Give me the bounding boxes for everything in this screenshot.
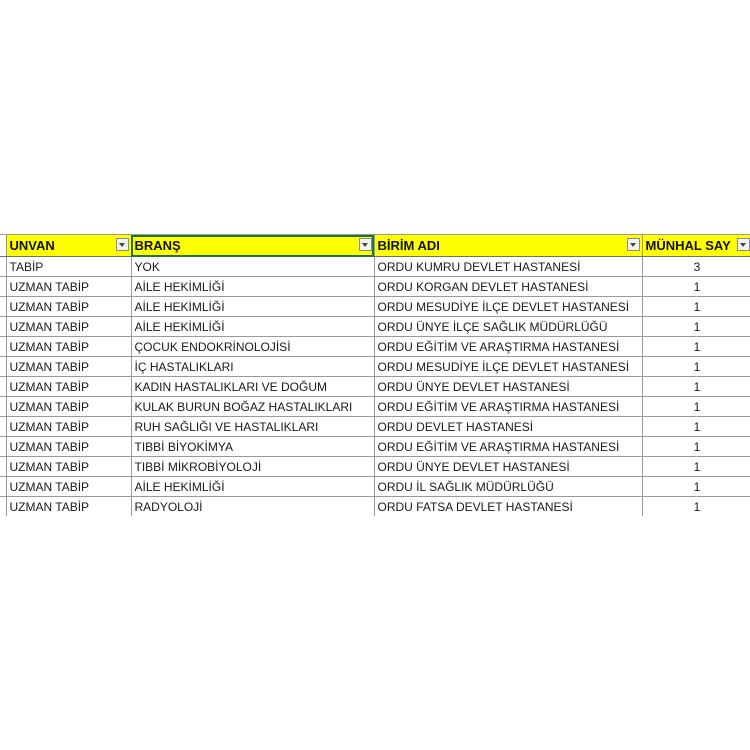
cell-unvan[interactable]: UZMAN TABİP	[6, 457, 131, 477]
cell-munhal-sayi[interactable]: 1	[642, 477, 750, 497]
cell-munhal-sayi[interactable]: 1	[642, 417, 750, 437]
cell-unvan[interactable]: UZMAN TABİP	[6, 317, 131, 337]
table-row	[0, 377, 750, 397]
cell-munhal-sayi[interactable]: 1	[642, 457, 750, 477]
cell-birim-adi[interactable]: ORDU FATSA DEVLET HASTANESİ	[374, 497, 642, 517]
table-row	[0, 297, 750, 317]
cell-birim-adi[interactable]: ORDU ÜNYE İLÇE SAĞLIK MÜDÜRLÜĞÜ	[374, 317, 642, 337]
cell-brans[interactable]: AİLE HEKİMLİĞİ	[131, 317, 374, 337]
cell-brans[interactable]: TIBBİ MİKROBİYOLOJİ	[131, 457, 374, 477]
filter-dropdown-icon[interactable]	[116, 238, 129, 251]
cell-birim-adi[interactable]: ORDU DEVLET HASTANESİ	[374, 417, 642, 437]
cell-munhal-sayi[interactable]: 1	[642, 317, 750, 337]
cell-birim-adi[interactable]: ORDU İL SAĞLIK MÜDÜRLÜĞÜ	[374, 477, 642, 497]
cell-brans[interactable]: KADIN HASTALIKLARI VE DOĞUM	[131, 377, 374, 397]
header-munhal-sayi[interactable]	[642, 235, 750, 257]
cell-unvan[interactable]: UZMAN TABİP	[6, 397, 131, 417]
cell-birim-adi[interactable]: ORDU KORGAN DEVLET HASTANESİ	[374, 277, 642, 297]
cell-unvan[interactable]: UZMAN TABİP	[6, 497, 131, 517]
cell-brans[interactable]: AİLE HEKİMLİĞİ	[131, 477, 374, 497]
cell-unvan[interactable]: UZMAN TABİP	[6, 437, 131, 457]
cell-brans[interactable]: ÇOCUK ENDOKRİNOLOJİSİ	[131, 337, 374, 357]
data-table	[0, 234, 750, 516]
header-birim-adi[interactable]	[374, 235, 642, 257]
cell-munhal-sayi[interactable]: 1	[642, 397, 750, 417]
cell-unvan[interactable]: UZMAN TABİP	[6, 477, 131, 497]
cell-brans[interactable]: AİLE HEKİMLİĞİ	[131, 297, 374, 317]
cell-birim-adi[interactable]: ORDU EĞİTİM VE ARAŞTIRMA HASTANESİ	[374, 397, 642, 417]
cell-brans[interactable]: RUH SAĞLIĞI VE HASTALIKLARI	[131, 417, 374, 437]
table-row	[0, 277, 750, 297]
spreadsheet-grid	[0, 234, 750, 516]
cell-birim-adi[interactable]: ORDU MESUDİYE İLÇE DEVLET HASTANESİ	[374, 357, 642, 377]
cell-birim-adi[interactable]: ORDU ÜNYE DEVLET HASTANESİ	[374, 377, 642, 397]
cell-birim-adi[interactable]: ORDU ÜNYE DEVLET HASTANESİ	[374, 457, 642, 477]
cell-munhal-sayi[interactable]: 1	[642, 277, 750, 297]
cell-birim-adi[interactable]: ORDU MESUDİYE İLÇE DEVLET HASTANESİ	[374, 297, 642, 317]
filter-dropdown-icon[interactable]	[359, 238, 372, 251]
cell-unvan[interactable]: UZMAN TABİP	[6, 417, 131, 437]
cell-munhal-sayi[interactable]: 1	[642, 437, 750, 457]
header-brans[interactable]	[131, 235, 374, 257]
table-row	[0, 417, 750, 437]
cell-unvan[interactable]: UZMAN TABİP	[6, 277, 131, 297]
header-row	[0, 235, 750, 257]
filter-dropdown-icon[interactable]	[737, 238, 750, 251]
header-unvan[interactable]	[6, 235, 131, 257]
header-label: MÜNHAL SAY	[645, 238, 731, 253]
cell-brans[interactable]: TIBBİ BİYOKİMYA	[131, 437, 374, 457]
cell-brans[interactable]: AİLE HEKİMLİĞİ	[131, 277, 374, 297]
header-label: BİRİM ADI	[377, 238, 440, 253]
table-row	[0, 437, 750, 457]
cell-munhal-sayi[interactable]: 1	[642, 297, 750, 317]
cell-brans[interactable]: YOK	[131, 257, 374, 277]
table-row	[0, 337, 750, 357]
table-row	[0, 457, 750, 477]
cell-munhal-sayi[interactable]: 1	[642, 357, 750, 377]
cell-munhal-sayi[interactable]: 1	[642, 497, 750, 517]
cell-brans[interactable]: KULAK BURUN BOĞAZ HASTALIKLARI	[131, 397, 374, 417]
filter-dropdown-icon[interactable]	[627, 238, 640, 251]
table-row	[0, 497, 750, 517]
cell-unvan[interactable]: UZMAN TABİP	[6, 377, 131, 397]
cell-unvan[interactable]: TABİP	[6, 257, 131, 277]
cell-unvan[interactable]: UZMAN TABİP	[6, 337, 131, 357]
cell-unvan[interactable]: UZMAN TABİP	[6, 357, 131, 377]
cell-munhal-sayi[interactable]: 1	[642, 337, 750, 357]
cell-brans[interactable]: İÇ HASTALIKLARI	[131, 357, 374, 377]
cell-birim-adi[interactable]: ORDU EĞİTİM VE ARAŞTIRMA HASTANESİ	[374, 437, 642, 457]
cell-brans[interactable]: RADYOLOJİ	[131, 497, 374, 517]
cell-unvan[interactable]: UZMAN TABİP	[6, 297, 131, 317]
table-row	[0, 317, 750, 337]
table-row	[0, 357, 750, 377]
cell-birim-adi[interactable]: ORDU KUMRU DEVLET HASTANESİ	[374, 257, 642, 277]
cell-munhal-sayi[interactable]: 3	[642, 257, 750, 277]
table-row	[0, 477, 750, 497]
cell-birim-adi[interactable]: ORDU EĞİTİM VE ARAŞTIRMA HASTANESİ	[374, 337, 642, 357]
header-label: BRANŞ	[134, 238, 181, 253]
table-row	[0, 257, 750, 277]
table-row	[0, 397, 750, 417]
header-label: UNVAN	[9, 238, 55, 253]
cell-munhal-sayi[interactable]: 1	[642, 377, 750, 397]
